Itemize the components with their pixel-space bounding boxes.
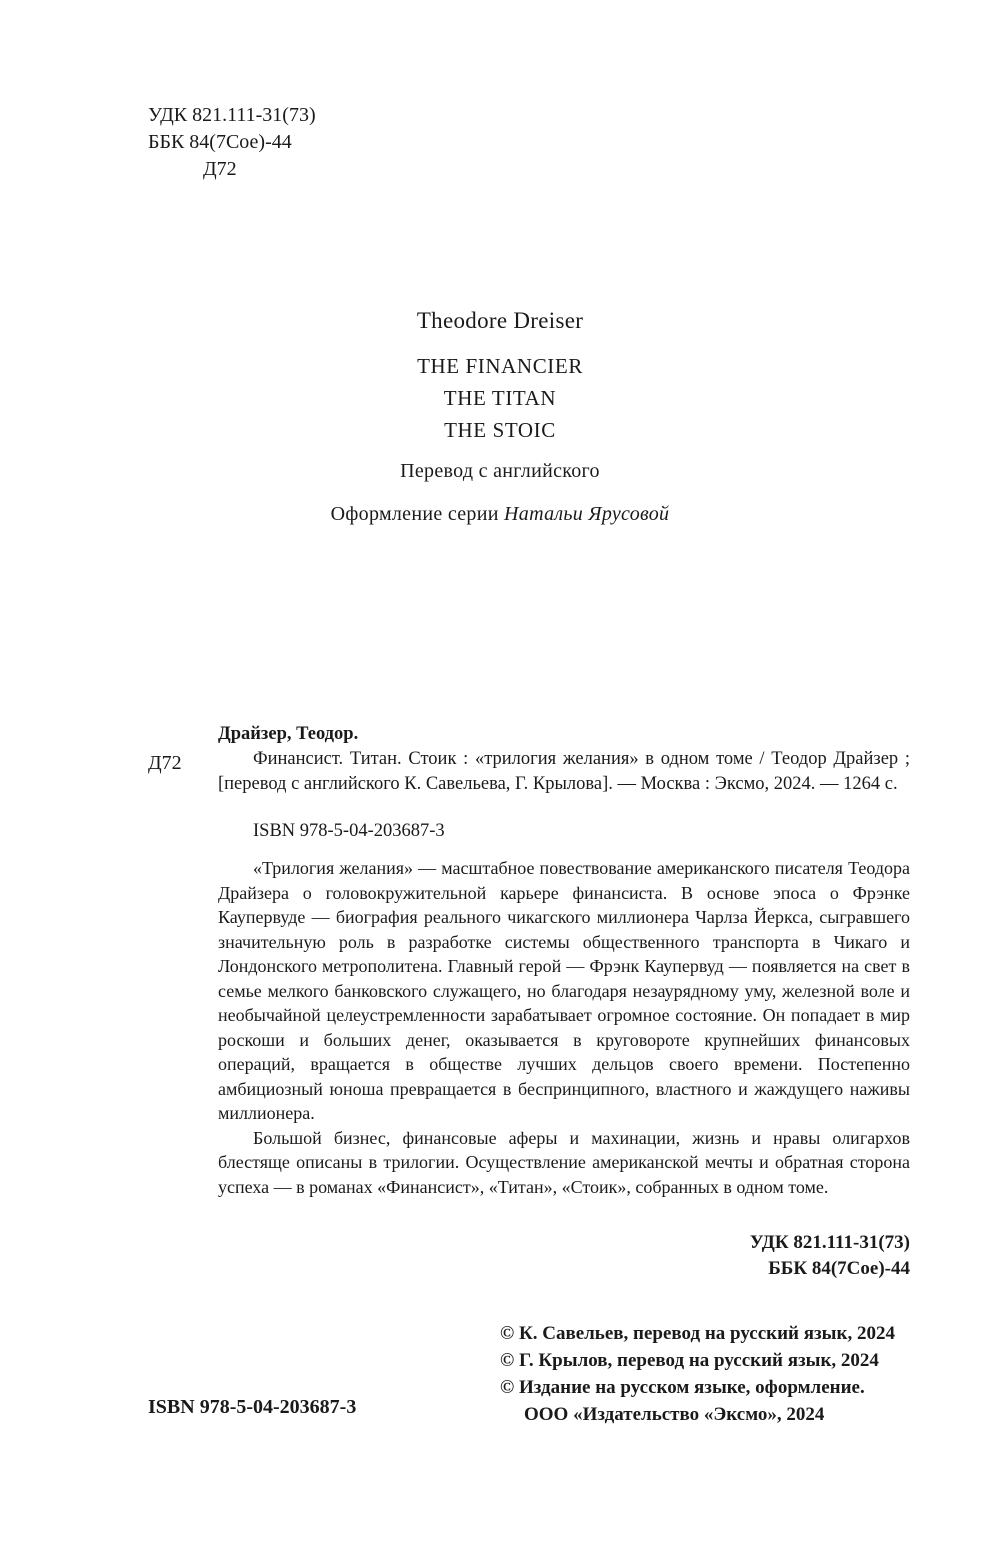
annotation-paragraph-1: «Трилогия желания» — масштабное повествование американского писателя Теодора Драйзера о головокружительной карьере финансиста. В основе эпоса о Фрэнке Каупервуде — биография реального чикагского миллионера Чарлза Йеркса, сыгравшего значительную роль в разработке системы общественного транспорта в Чикаго и Лондонского метрополитена. Главный герой — Фрэнк Каупервуд — появляется на свет в семье мелкого банковского служащего, но благодаря незаурядному уму, железной воле и необычайной целеустремленности зарабатывает огромное состояние. Он попадает в мир роскоши и больших денег, оказывается в круговороте крупнейших финансовых операций, вращается в обществе лучших дельцов своего времени. Постепенно амбициозный юноша превращается в беспринципного, властного и жаждущего наживы миллионера.	[218, 858, 910, 1123]
author-name: Theodore Dreiser	[416, 308, 584, 333]
book-title-financier: THE FINANCIER	[417, 354, 583, 378]
series-designer-name: Натальи Ярусовой	[504, 503, 670, 525]
catalog-author-heading: Драйзер, Теодор.	[218, 724, 359, 744]
bbk-code-bottom: ББК 84(7Сое)-44	[768, 1258, 910, 1279]
bbk-code-top: ББК 84(7Сое)-44	[148, 131, 292, 153]
catalog-isbn: ISBN 978-5-04-203687-3	[253, 821, 445, 841]
translation-note: Перевод с английского	[400, 460, 600, 482]
copyright-edition: © Издание на русском языке, оформление.	[500, 1377, 865, 1398]
copyright-block	[500, 1320, 895, 1428]
udk-code-top: УДК 821.111-31(73)	[148, 104, 316, 126]
top-classification-codes	[148, 102, 316, 183]
catalog-card	[218, 722, 910, 1199]
series-design-note-prefix: Оформление серии	[330, 503, 505, 525]
annotation-paragraph-2: Большой бизнес, финансовые аферы и махинации, жизнь и нравы олигархов блестяще описаны в трилогии. Осуществление американской мечты и обратная сторона успеха — в романах «Финансист», «Титан», «Стоик», собранных в одном томе.	[218, 1127, 910, 1197]
copyright-translator-krylov: © Г. Крылов, перевод на русский язык, 2024	[500, 1350, 879, 1371]
series-design-note	[0, 503, 1000, 526]
copyright-translator-saveliev: © К. Савельев, перевод на русский язык, 2024	[500, 1323, 895, 1344]
catalog-margin-code: Д72	[148, 752, 182, 774]
footer-isbn: ISBN 978-5-04-203687-3	[148, 1396, 357, 1418]
bottom-classification-codes	[750, 1230, 910, 1282]
catalog-entry: Финансист. Титан. Стоик : «трилогия желания» в одном томе / Теодор Драйзер ; [перевод с английского К. Савельева, Г. Крылова]. — Москва : Эксмо, 2024. — 1264 с.	[218, 749, 910, 794]
book-title-titan: THE TITAN	[443, 386, 557, 410]
title-block	[0, 308, 1000, 526]
copyright-publisher: ООО «Издательство «Эксмо», 2024	[524, 1404, 825, 1425]
author-sign-code-top: Д72	[203, 158, 237, 180]
book-title-stoic: THE STOIC	[444, 418, 556, 442]
udk-code-bottom: УДК 821.111-31(73)	[749, 1232, 910, 1253]
